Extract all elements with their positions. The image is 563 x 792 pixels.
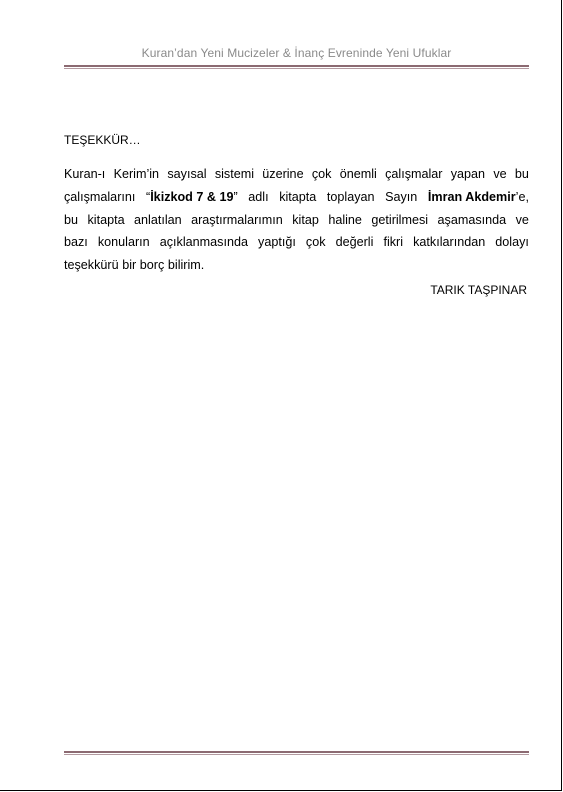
- word: adlı: [248, 189, 269, 204]
- word: çalışmalarını: [64, 189, 136, 204]
- section-heading: TEŞEKKÜR…: [64, 133, 141, 147]
- word: borç: [139, 258, 165, 273]
- word: Kuran-ı: [64, 167, 106, 181]
- person-name: İmran Akdemir’e,: [427, 189, 529, 204]
- word: dolayı: [495, 235, 529, 250]
- word: bu: [64, 212, 79, 227]
- word: getirilmesi: [371, 212, 429, 227]
- word: çok: [305, 235, 326, 250]
- word: konuların: [97, 235, 150, 250]
- word: fikri: [383, 235, 404, 250]
- header-rule: [64, 65, 529, 69]
- paragraph-line: [64, 209, 529, 232]
- word: haline: [328, 212, 362, 227]
- footer-rule: [64, 751, 529, 755]
- word: kitapta: [279, 189, 317, 204]
- word: bu: [514, 167, 529, 181]
- word: bilirim.: [167, 258, 205, 273]
- word: aşamasında: [437, 212, 507, 227]
- word: önemli: [339, 167, 377, 181]
- header-rule-thin: [64, 68, 529, 69]
- paragraph-line: [64, 231, 529, 254]
- author-signature: TARIK TAŞPINAR: [430, 283, 527, 297]
- book-title: “İkizkod 7 & 19”: [145, 189, 238, 204]
- word: teşekkürü: [64, 258, 119, 273]
- word: üzerine: [262, 167, 304, 181]
- word: araştırmalarımın: [191, 212, 283, 227]
- book-title-bold: İkizkod 7 & 19: [150, 189, 234, 204]
- acknowledgement-paragraph: [64, 163, 529, 277]
- word: anlatılan: [134, 212, 182, 227]
- word: yaptığı: [258, 235, 296, 250]
- word: sistemi: [214, 167, 254, 181]
- running-header: Kuran’dan Yeni Mucizeler & İnanç Evreninde Yeni Ufuklar: [141, 46, 452, 60]
- word: ve: [493, 167, 507, 181]
- word: yapan: [450, 167, 486, 181]
- word: kitapta: [87, 212, 125, 227]
- word: ve: [515, 212, 529, 227]
- word: Sayın: [385, 189, 418, 204]
- paragraph-line: [64, 163, 529, 186]
- word: çalışmalar: [385, 167, 443, 181]
- word: Kerim’in: [113, 167, 160, 181]
- word: sayısal: [167, 167, 207, 181]
- word: bir: [122, 258, 137, 273]
- word: katkılarından: [413, 235, 486, 250]
- word: bazı: [64, 235, 88, 250]
- footer-rule-thin: [64, 754, 529, 755]
- person-name-bold: İmran Akdemir: [427, 189, 516, 204]
- paragraph-line: [64, 254, 529, 277]
- word: değerli: [335, 235, 374, 250]
- word: kitap: [292, 212, 319, 227]
- paragraph-line: [64, 186, 529, 209]
- footer-rule-thick: [64, 751, 529, 753]
- header-rule-thick: [64, 65, 529, 67]
- word: toplayan: [326, 189, 375, 204]
- word: çok: [311, 167, 332, 181]
- word: açıklanmasında: [159, 235, 248, 250]
